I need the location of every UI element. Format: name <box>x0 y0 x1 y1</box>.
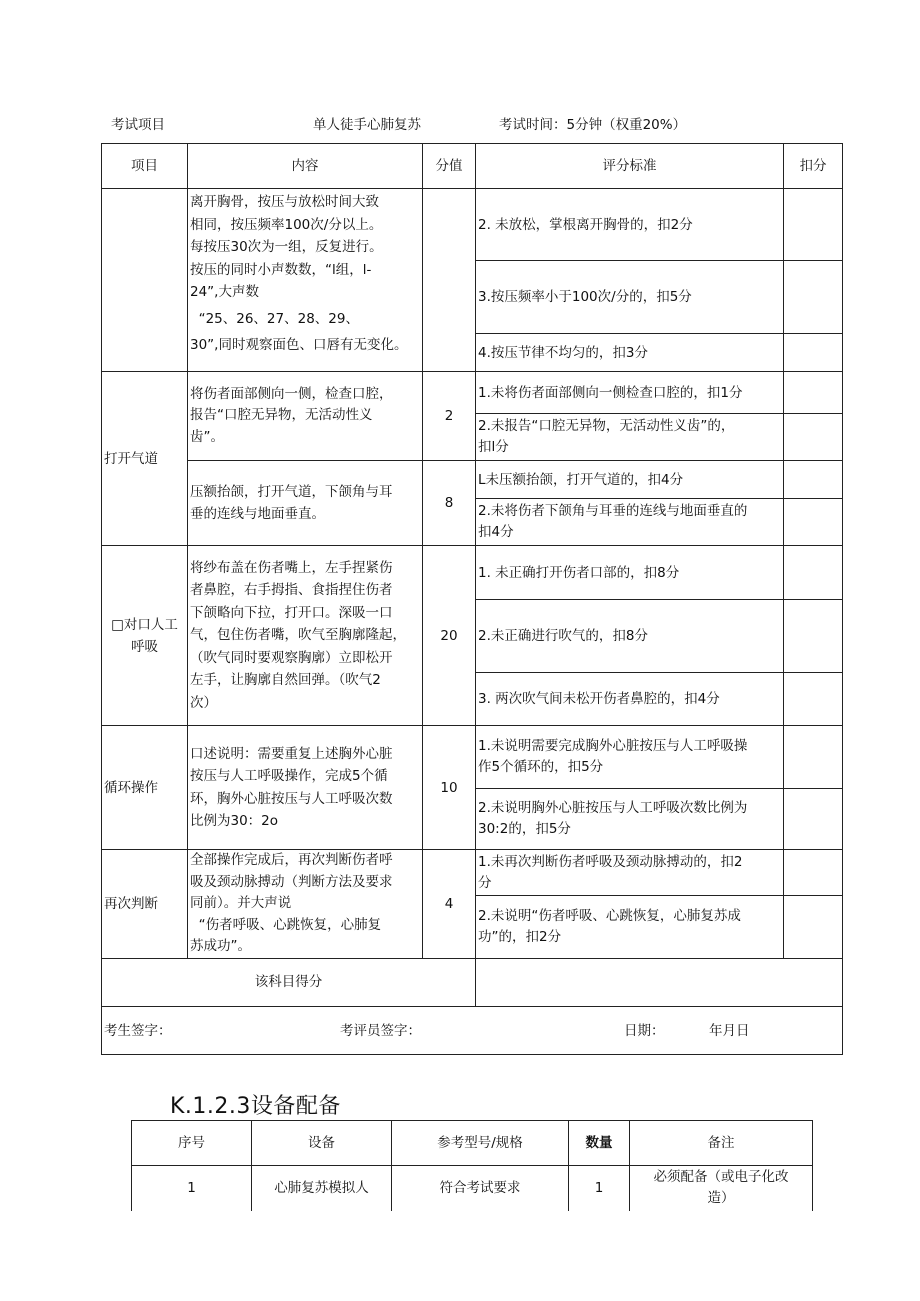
item-rescue-breathing <box>102 546 188 726</box>
content-line: 报告“口腔无异物，无活动性义 <box>190 407 373 424</box>
table-row <box>102 546 843 600</box>
criteria-cell: 3.按压频率小于100次/分的，扣5分 <box>476 261 784 334</box>
equipment-no: 1 <box>132 1166 252 1211</box>
deduction-cell[interactable] <box>784 261 843 334</box>
deduction-cell[interactable] <box>784 372 843 414</box>
content-line: 离开胸骨，按压与放松时间大致 <box>190 194 379 210</box>
content-line: 24”,大声数 <box>190 284 259 300</box>
criteria-cell <box>476 499 784 546</box>
content-line: 次） <box>190 694 217 711</box>
deduction-cell[interactable] <box>784 789 843 850</box>
score-value: 20 <box>423 546 476 726</box>
deduction-cell[interactable] <box>784 546 843 600</box>
col-header-note: 备注 <box>630 1121 813 1166</box>
criteria-cell <box>476 850 784 896</box>
content-line: 气，包住伤者嘴，吹气至胸廓隆起， <box>190 627 406 644</box>
item-line: □对口人工 <box>111 616 178 633</box>
table-row <box>102 726 843 789</box>
criteria-cell <box>476 896 784 958</box>
table-row <box>132 1166 813 1211</box>
score-cell-empty <box>423 189 476 372</box>
equipment-header-row <box>132 1121 813 1166</box>
content-line: 吸及颈动脉搏动（判断方法及要求 <box>190 873 393 890</box>
content-line: 将伤者面部侧向一侧，检查口腔， <box>190 385 393 402</box>
deduction-cell[interactable] <box>784 726 843 789</box>
compression-content <box>188 189 423 372</box>
breathing-content <box>188 546 423 726</box>
criteria-cell <box>476 414 784 461</box>
criteria-line: 2.未将伤者下颌角与耳垂的连线与地面垂直的 <box>478 503 748 519</box>
content-line: 左手，让胸廓自然回弹。（吹气2 <box>190 672 381 689</box>
airway-content-2 <box>188 461 423 546</box>
candidate-signature-label: 考生签字： <box>104 1022 172 1039</box>
criteria-cell: L未压额抬颌，打开气道的，扣4分 <box>476 461 784 499</box>
date-units: 年月日 <box>709 1022 750 1039</box>
content-line: 每按压30次为一组，反复进行。 <box>190 239 383 255</box>
content-line: “伤者呼吸、心跳恢复，心肺复 <box>190 916 382 933</box>
deduction-cell[interactable] <box>784 461 843 499</box>
col-header-content: 内容 <box>188 144 423 189</box>
content-line: 比例为30：2o <box>190 813 279 829</box>
subtotal-label: 该科目得分 <box>102 958 476 1006</box>
col-header-score: 分值 <box>423 144 476 189</box>
criteria-cell: 2. 未放松，掌根离开胸骨的，扣2分 <box>476 189 784 261</box>
item-cycle: 循环操作 <box>102 726 188 850</box>
criteria-line: 分 <box>478 874 492 891</box>
table-header-row <box>102 144 843 189</box>
criteria-line: 扣l分 <box>478 439 509 455</box>
recheck-content <box>188 850 423 959</box>
table-row <box>102 461 843 499</box>
item-recheck: 再次判断 <box>102 850 188 959</box>
table-row <box>102 372 843 414</box>
criteria-line: 2.未说明胸外心脏按压与人工呼吸次数比例为 <box>478 800 748 816</box>
col-header-item: 项目 <box>102 144 188 189</box>
section-title: K.1.2.3设备配备 <box>170 1094 341 1119</box>
deduction-cell[interactable] <box>784 499 843 546</box>
content-line: 口述说明：需要重复上述胸外心脏 <box>190 745 393 762</box>
content-line: 垂的连线与地面垂直。 <box>190 506 325 522</box>
deduction-cell[interactable] <box>784 189 843 261</box>
exam-time: 考试时间：5分钟（权重20%） <box>499 117 687 133</box>
airway-content-1 <box>188 372 423 461</box>
content-line: 将纱布盖在伤者嘴上，左手捏紧伤 <box>190 559 393 576</box>
score-value: 4 <box>423 850 476 959</box>
criteria-line: 1.未说明需要完成胸外心脏按压与人工呼吸操 <box>478 738 748 754</box>
col-header-model: 参考型号/规格 <box>392 1121 569 1166</box>
criteria-line: 1.未再次判断伤者呼吸及颈动脉搏动的，扣2 <box>478 853 743 870</box>
col-header-no: 序号 <box>132 1121 252 1166</box>
criteria-line: 2.未说明“伤者呼吸、心跳恢复，心肺复苏成 <box>478 907 741 924</box>
table-row <box>102 189 843 261</box>
criteria-cell: 1.未将伤者面部侧向一侧检查口腔的，扣1分 <box>476 372 784 414</box>
col-header-deduction: 扣分 <box>784 144 843 189</box>
content-line: （吹气同时要观察胸廓）立即松开 <box>190 649 393 666</box>
content-line: 按压与人工呼吸操作，完成5个循 <box>190 768 388 784</box>
criteria-cell <box>476 789 784 850</box>
criteria-cell: 2.未正确进行吹气的，扣8分 <box>476 600 784 673</box>
subtotal-row <box>102 958 843 1006</box>
deduction-cell[interactable] <box>784 600 843 673</box>
score-value: 8 <box>423 461 476 546</box>
criteria-cell: 1. 未正确打开伤者口部的，扣8分 <box>476 546 784 600</box>
criteria-line: 2.未报告“口腔无异物，无活动性义齿”的， <box>478 418 735 434</box>
criteria-line: 功”的，扣2分 <box>478 928 562 945</box>
criteria-cell: 4.按压节律不均匀的，扣3分 <box>476 334 784 372</box>
score-value: 2 <box>423 372 476 461</box>
content-line: 同前）。并大声说 <box>190 895 292 911</box>
col-header-device: 设备 <box>252 1121 392 1166</box>
subtotal-value[interactable] <box>476 958 843 1006</box>
deduction-cell[interactable] <box>784 414 843 461</box>
content-line: 全部操作完成后，再次判断伤者呼 <box>190 852 393 868</box>
content-line: 相同，按压频率100次/分以上。 <box>190 216 383 233</box>
exam-item-label: 考试项目 <box>111 117 165 133</box>
equipment-qty: 1 <box>569 1166 630 1211</box>
deduction-cell[interactable] <box>784 896 843 958</box>
content-line: 齿”。 <box>190 428 224 445</box>
equipment-model: 符合考试要求 <box>392 1166 569 1211</box>
criteria-line: 扣4分 <box>478 524 514 540</box>
item-line: 呼吸 <box>131 638 158 655</box>
criteria-line: 30:2的，扣5分 <box>478 821 571 837</box>
content-line: 苏成功”。 <box>190 938 251 954</box>
content-line: 30”,同时观察面色、口唇有无变化。 <box>190 337 408 353</box>
deduction-cell[interactable] <box>784 673 843 726</box>
criteria-cell <box>476 726 784 789</box>
equipment-device: 心肺复苏模拟人 <box>252 1166 392 1211</box>
table-row <box>102 850 843 896</box>
equipment-note <box>630 1166 813 1211</box>
note-line: 必须配备（或电子化改 <box>653 1169 789 1186</box>
note-line: 造） <box>707 1190 735 1207</box>
content-line: 环，胸外心脏按压与人工呼吸次数 <box>190 790 393 807</box>
criteria-line: 作5个循环的，扣5分 <box>478 759 604 775</box>
content-line: 者鼻腔，右手拇指、食指捏住伤者 <box>190 582 393 599</box>
content-line: 下颌略向下拉，打开口。深吸一口 <box>190 604 393 621</box>
cycle-content <box>188 726 423 850</box>
deduction-cell[interactable] <box>784 334 843 372</box>
exam-project-name: 单人徒手心肺复苏 <box>313 117 421 133</box>
deduction-cell[interactable] <box>784 850 843 896</box>
score-value: 10 <box>423 726 476 850</box>
date-label: 日期： <box>624 1022 665 1039</box>
content-line: 压额抬颌，打开气道，下颌角与耳 <box>190 484 393 500</box>
equipment-table <box>131 1120 813 1211</box>
col-header-qty: 数量 <box>569 1121 630 1166</box>
signature-row <box>102 1006 843 1054</box>
criteria-cell: 3. 两次吹气间未松开伤者鼻腔的，扣4分 <box>476 673 784 726</box>
scoring-table <box>101 143 843 1055</box>
item-cell-empty <box>102 189 188 372</box>
item-open-airway: 打开气道 <box>102 372 188 546</box>
content-line: 按压的同时小声数数，“l组，l- <box>190 261 372 278</box>
examiner-signature-label: 考评员签字： <box>340 1022 421 1039</box>
signature-cell <box>102 1006 843 1054</box>
content-line: “25、26、27、28、29、 <box>190 310 359 327</box>
col-header-criteria: 评分标准 <box>476 144 784 189</box>
